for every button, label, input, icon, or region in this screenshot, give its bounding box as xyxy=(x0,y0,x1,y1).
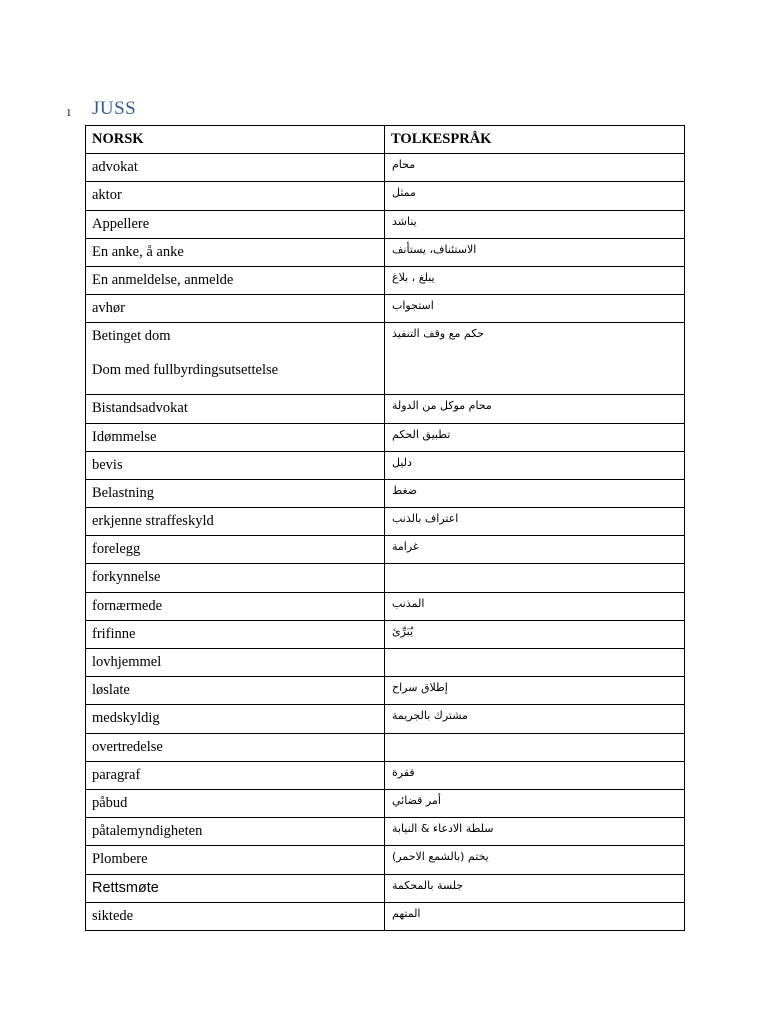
translation-cell xyxy=(385,705,685,733)
arabic-translation: فقرة xyxy=(392,765,415,779)
arabic-translation: إطلاق سراح xyxy=(392,681,448,695)
norsk-cell xyxy=(86,536,385,564)
arabic-translation: المذنب xyxy=(392,596,425,610)
table-row xyxy=(86,182,685,210)
arabic-translation: المتهم xyxy=(392,906,421,920)
section-title: JUSS xyxy=(92,98,137,119)
translation-cell xyxy=(385,649,685,677)
norsk-cell xyxy=(86,323,385,395)
norsk-term: Rettsmøte xyxy=(92,879,159,896)
arabic-translation: تطبيق الحكم xyxy=(392,427,451,441)
arabic-translation: مشترك بالجريمة xyxy=(392,709,468,723)
norsk-cell xyxy=(86,564,385,592)
norsk-cell xyxy=(86,620,385,648)
translation-cell xyxy=(385,451,685,479)
section-heading xyxy=(0,98,768,126)
norsk-term: løslate xyxy=(92,682,130,699)
norsk-term: forelegg xyxy=(92,541,141,558)
translation-cell xyxy=(385,238,685,266)
translation-cell xyxy=(385,508,685,536)
translation-cell xyxy=(385,295,685,323)
table-row xyxy=(86,649,685,677)
norsk-term: erkjenne straffeskyld xyxy=(92,513,214,530)
translation-cell xyxy=(385,182,685,210)
norsk-term: En anke, å anke xyxy=(92,243,184,260)
norsk-term: bevis xyxy=(92,456,123,473)
translation-cell xyxy=(385,210,685,238)
arabic-translation: يختم (بالشمع الاحمر) xyxy=(392,850,489,864)
norsk-cell xyxy=(86,789,385,817)
norsk-term: Plombere xyxy=(92,851,148,868)
norsk-cell xyxy=(86,266,385,294)
arabic-translation: اعتراف بالذنب xyxy=(392,512,459,526)
table-row xyxy=(86,818,685,846)
norsk-cell xyxy=(86,210,385,238)
section-number: 1 xyxy=(66,107,72,119)
arabic-translation: الاستئناف، يستأنف xyxy=(392,242,477,256)
norsk-cell xyxy=(86,592,385,620)
table-row xyxy=(86,266,685,294)
norsk-term: siktede xyxy=(92,907,134,924)
norsk-term: overtredelse xyxy=(92,738,163,755)
table-row xyxy=(86,536,685,564)
arabic-translation: جلسة بالمحكمة xyxy=(392,878,464,892)
table-row xyxy=(86,154,685,182)
translation-cell xyxy=(385,677,685,705)
norsk-cell xyxy=(86,508,385,536)
arabic-translation: أمر قضائي xyxy=(392,793,441,807)
table-row xyxy=(86,323,685,395)
table-row xyxy=(86,592,685,620)
translation-cell xyxy=(385,761,685,789)
norsk-cell xyxy=(86,395,385,423)
norsk-term-second-line: Dom med fullbyrdingsutsettelse xyxy=(92,362,279,379)
arabic-translation: استجواب xyxy=(392,299,434,313)
arabic-translation: يبلغ ، بلاغ xyxy=(392,270,435,284)
table-row xyxy=(86,874,685,902)
table-row xyxy=(86,238,685,266)
table-row xyxy=(86,902,685,930)
translation-cell xyxy=(385,323,685,395)
norsk-term: Appellere xyxy=(92,215,150,232)
arabic-translation: يُبَرِّئ xyxy=(392,624,414,638)
arabic-translation: غرامة xyxy=(392,540,419,554)
norsk-cell xyxy=(86,818,385,846)
table-row xyxy=(86,677,685,705)
table-row xyxy=(86,620,685,648)
table-row xyxy=(86,479,685,507)
arabic-translation xyxy=(385,734,684,738)
norsk-cell xyxy=(86,423,385,451)
translation-cell xyxy=(385,592,685,620)
norsk-term: Idømmelse xyxy=(92,428,157,445)
translation-cell xyxy=(385,154,685,182)
norsk-term: aktor xyxy=(92,187,122,204)
translation-cell xyxy=(385,733,685,761)
arabic-translation: محام xyxy=(392,158,416,172)
table-row xyxy=(86,423,685,451)
translation-cell xyxy=(385,620,685,648)
arabic-translation: سلطة الادعاء & النيابة xyxy=(392,822,494,836)
norsk-term: frifinne xyxy=(92,625,136,642)
arabic-translation xyxy=(385,564,684,568)
norsk-cell xyxy=(86,733,385,761)
translation-cell xyxy=(385,266,685,294)
norsk-term: lovhjemmel xyxy=(92,654,162,670)
table-row xyxy=(86,705,685,733)
table-row xyxy=(86,508,685,536)
arabic-translation: حكم مع وقف التنفيذ xyxy=(392,327,485,341)
norsk-term: forkynnelse xyxy=(92,569,161,586)
norsk-cell xyxy=(86,451,385,479)
norsk-cell xyxy=(86,238,385,266)
norsk-cell xyxy=(86,846,385,874)
norsk-term: avhør xyxy=(92,300,126,317)
norsk-cell xyxy=(86,154,385,182)
translation-cell xyxy=(385,479,685,507)
norsk-cell xyxy=(86,479,385,507)
header-tolkesprak: TOLKESPRÅK xyxy=(385,126,685,154)
arabic-translation: محام موكل من الدولة xyxy=(392,399,492,413)
glossary-table xyxy=(85,125,685,931)
table-row xyxy=(86,846,685,874)
norsk-term: advokat xyxy=(92,159,138,176)
translation-cell xyxy=(385,874,685,902)
norsk-cell xyxy=(86,902,385,930)
table-row xyxy=(86,451,685,479)
norsk-cell xyxy=(86,295,385,323)
translation-cell xyxy=(385,395,685,423)
norsk-term: medskyldig xyxy=(92,710,160,727)
header-norsk: NORSK xyxy=(86,126,385,154)
norsk-term: Belastning xyxy=(92,484,155,501)
translation-cell xyxy=(385,423,685,451)
translation-cell xyxy=(385,902,685,930)
norsk-term: fornærmede xyxy=(92,597,163,614)
arabic-translation: ممثل xyxy=(392,186,416,200)
translation-cell xyxy=(385,789,685,817)
table-row xyxy=(86,295,685,323)
norsk-cell xyxy=(86,761,385,789)
norsk-cell xyxy=(86,649,385,677)
table-row xyxy=(86,733,685,761)
translation-cell xyxy=(385,536,685,564)
norsk-term: paragraf xyxy=(92,766,141,783)
norsk-term: Bistandsadvokat xyxy=(92,400,188,417)
translation-cell xyxy=(385,846,685,874)
table-row xyxy=(86,761,685,789)
table-header-row xyxy=(86,126,685,154)
norsk-term: påtalemyndigheten xyxy=(92,823,203,840)
norsk-term: påbud xyxy=(92,794,128,811)
table-row xyxy=(86,210,685,238)
arabic-translation: يناشد xyxy=(392,214,417,228)
table-row xyxy=(86,395,685,423)
norsk-cell xyxy=(86,677,385,705)
translation-cell xyxy=(385,564,685,592)
norsk-cell xyxy=(86,874,385,902)
arabic-translation: دليل xyxy=(392,455,412,469)
arabic-translation: ضغط xyxy=(392,483,418,497)
table-row xyxy=(86,789,685,817)
norsk-cell xyxy=(86,182,385,210)
norsk-cell xyxy=(86,705,385,733)
arabic-translation xyxy=(385,649,684,653)
norsk-term: En anmeldelse, anmelde xyxy=(92,271,234,288)
table-row xyxy=(86,564,685,592)
translation-cell xyxy=(385,818,685,846)
norsk-term: Betinget dom xyxy=(92,328,171,345)
